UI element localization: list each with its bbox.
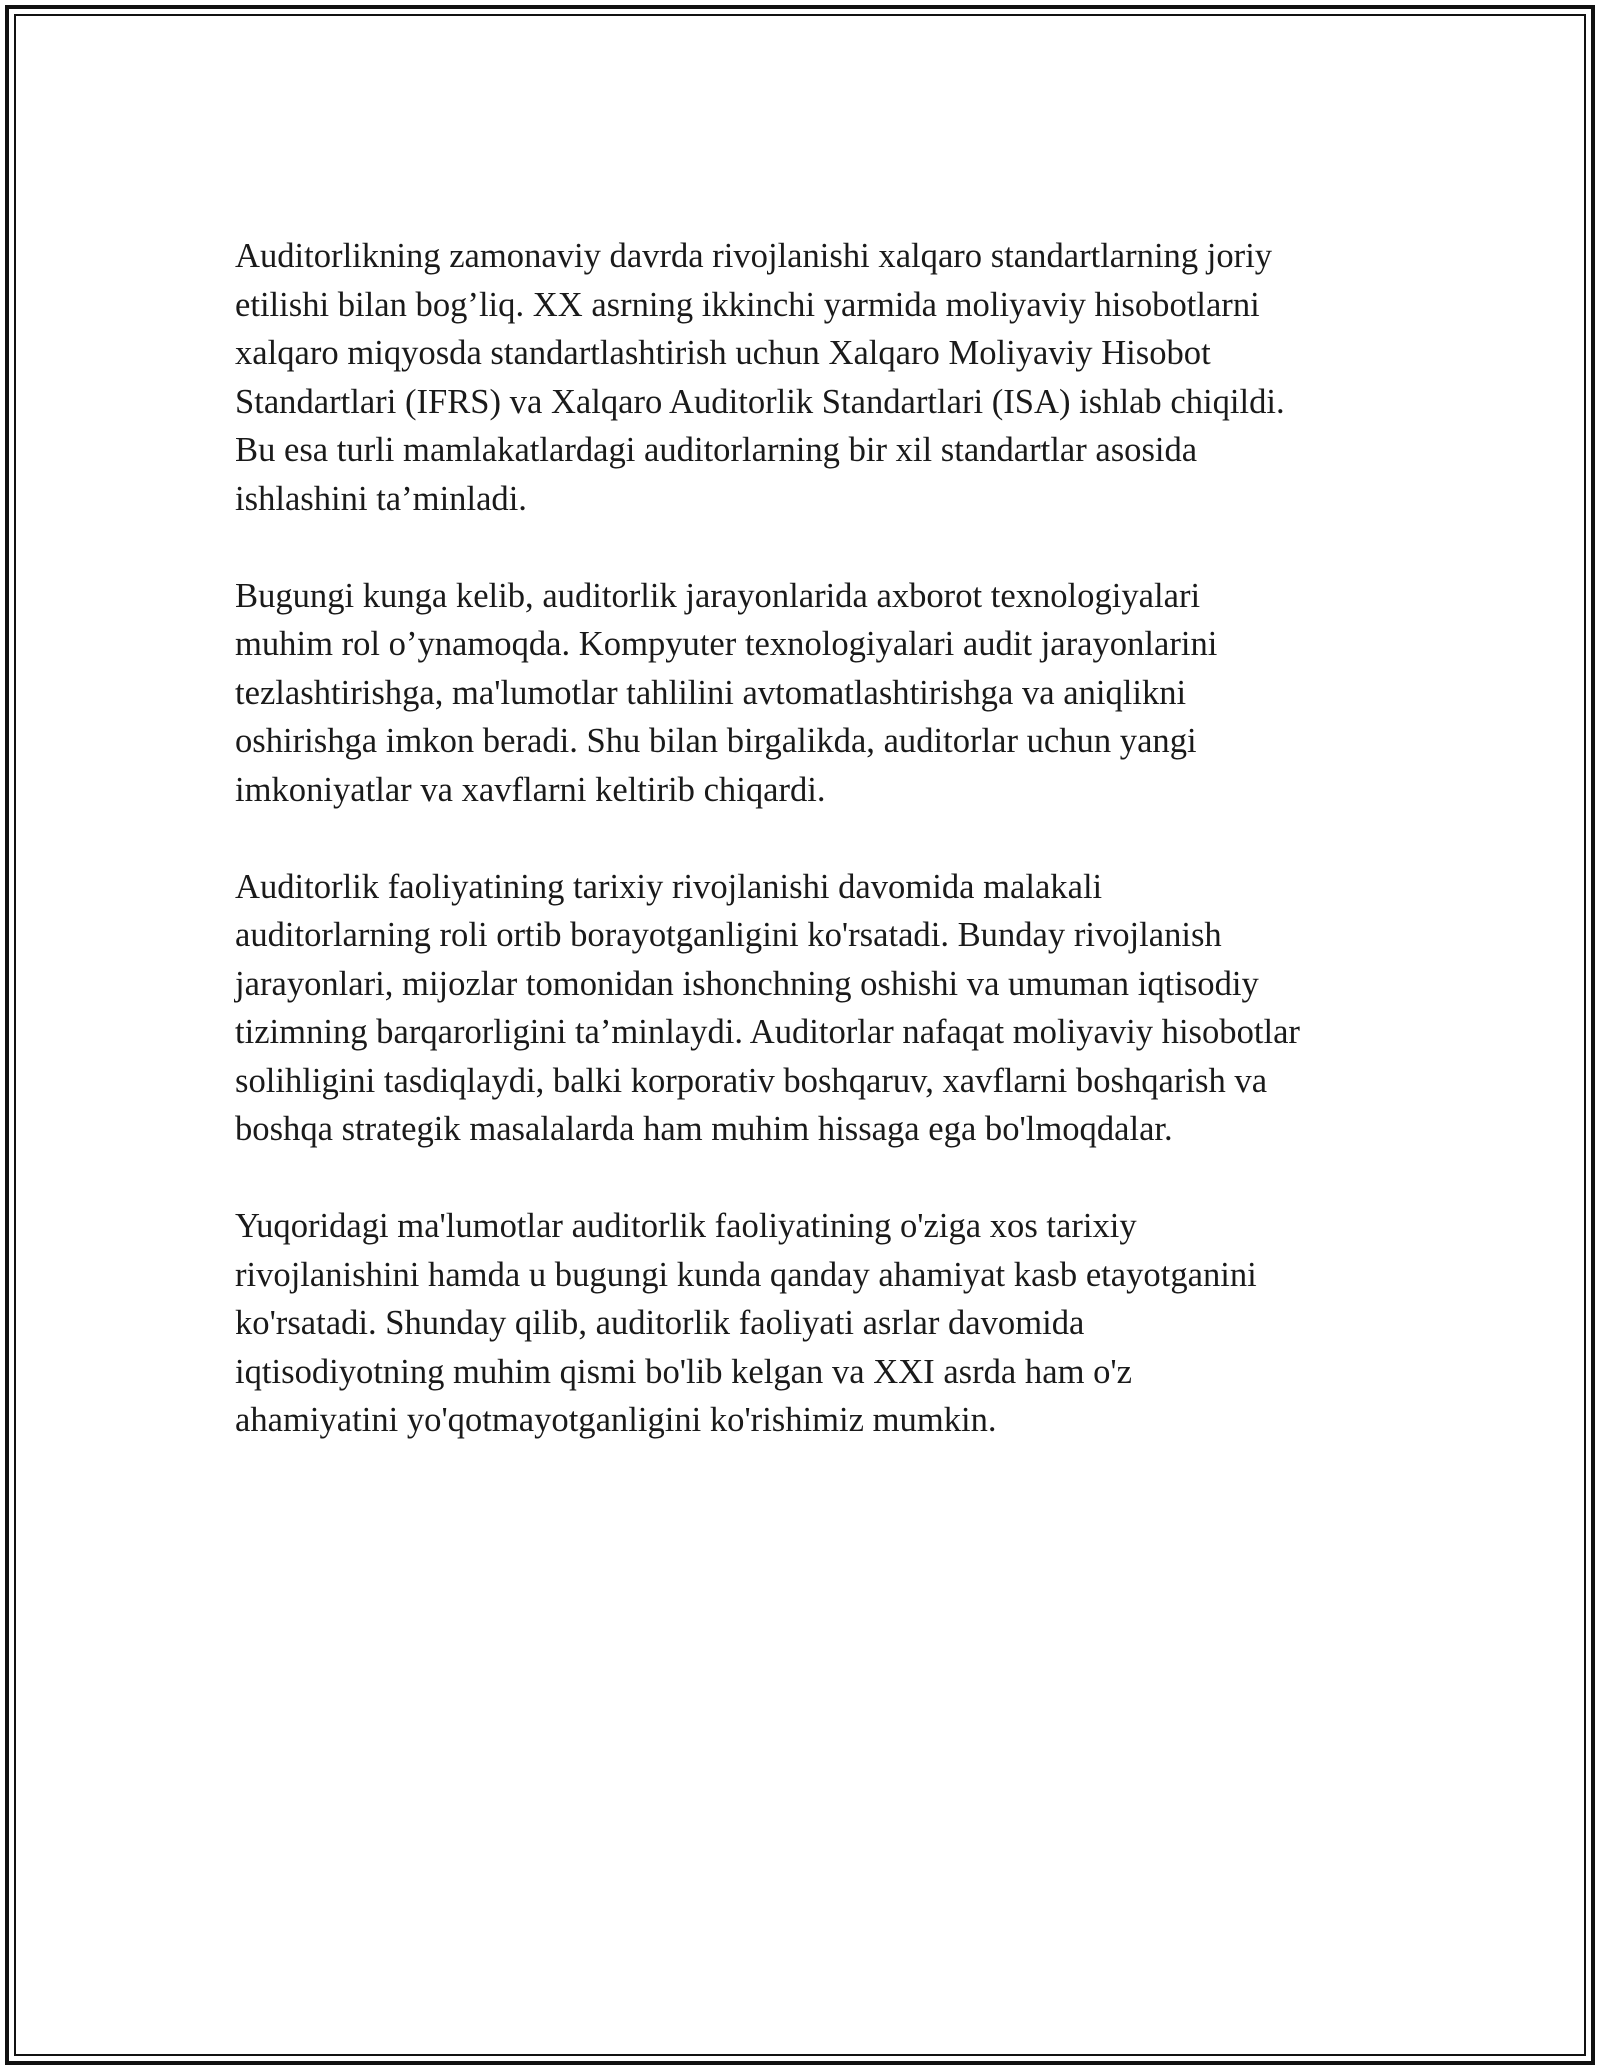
text-line: imkoniyatlar va xavflarni keltirib chiqardi. [235, 770, 826, 809]
text-line: Auditorlikning zamonaviy davrda rivojlanishi xalqaro standartlarning joriy [235, 237, 1273, 275]
paragraph-2 [235, 572, 1415, 815]
text-line: auditorlarning roli ortib borayotganligini ko'rsatadi. Bunday rivojlanish [235, 916, 1222, 954]
paragraph-3 [235, 863, 1415, 1154]
paragraph-1 [235, 232, 1415, 523]
text-line: rivojlanishini hamda u bugungi kunda qanday ahamiyat kasb etayotganini [235, 1255, 1257, 1294]
text-line: ishlashini ta’minladi. [235, 479, 527, 518]
text-line: xalqaro miqyosda standartlashtirish uchun Xalqaro Moliyaviy Hisobot [235, 334, 1211, 372]
text-line: iqtisodiyotning muhim qismi bo'lib kelgan va XXI asrda ham o'z [235, 1352, 1132, 1391]
text-line: etilishi bilan bog’liq. XX asrning ikkinchi yarmida moliyaviy hisobotlarni [235, 285, 1260, 324]
text-line: Standartlari (IFRS) va Xalqaro Auditorlik Standartlari (ISA) ishlab chiqildi. [235, 382, 1285, 421]
text-line: Auditorlik faoliyatining tarixiy rivojlanishi davomida malakali [235, 867, 1103, 906]
text-line: boshqa strategik masalalarda ham muhim hissaga ega bo'lmoqdalar. [235, 1110, 1173, 1148]
text-line: oshirishga imkon beradi. Shu bilan birgalikda, auditorlar uchun yangi [235, 722, 1197, 760]
document-body [235, 232, 1415, 1493]
text-line: Bu esa turli mamlakatlardagi auditorlarning bir xil standartlar asosida [235, 431, 1198, 469]
paragraph-4 [235, 1202, 1415, 1445]
text-line: solihligini tasdiqlaydi, balki korporativ boshqaruv, xavflarni boshqarish va [235, 1061, 1268, 1100]
text-line: Yuqoridagi ma'lumotlar auditorlik faoliyatining o'ziga xos tarixiy [235, 1207, 1137, 1245]
text-line: tizimning barqarorligini ta’minlaydi. Auditorlar nafaqat moliyaviy hisobotlar [235, 1013, 1300, 1051]
text-line: muhim rol o’ynamoqda. Kompyuter texnologiyalari audit jarayonlarini [235, 625, 1218, 663]
text-line: Bugungi kunga kelib, auditorlik jarayonlarida axborot texnologiyalari [235, 576, 1201, 615]
text-line: ko'rsatadi. Shunday qilib, auditorlik faoliyati asrlar davomida [235, 1304, 1085, 1342]
text-line: ahamiyatini yo'qotmayotganligini ko'rishimiz mumkin. [235, 1401, 997, 1439]
text-line: tezlashtirishga, ma'lumotlar tahlilini avtomatlashtirishga va aniqlikni [235, 673, 1187, 712]
text-line: jarayonlari, mijozlar tomonidan ishonchning oshishi va umuman iqtisodiy [235, 964, 1259, 1003]
